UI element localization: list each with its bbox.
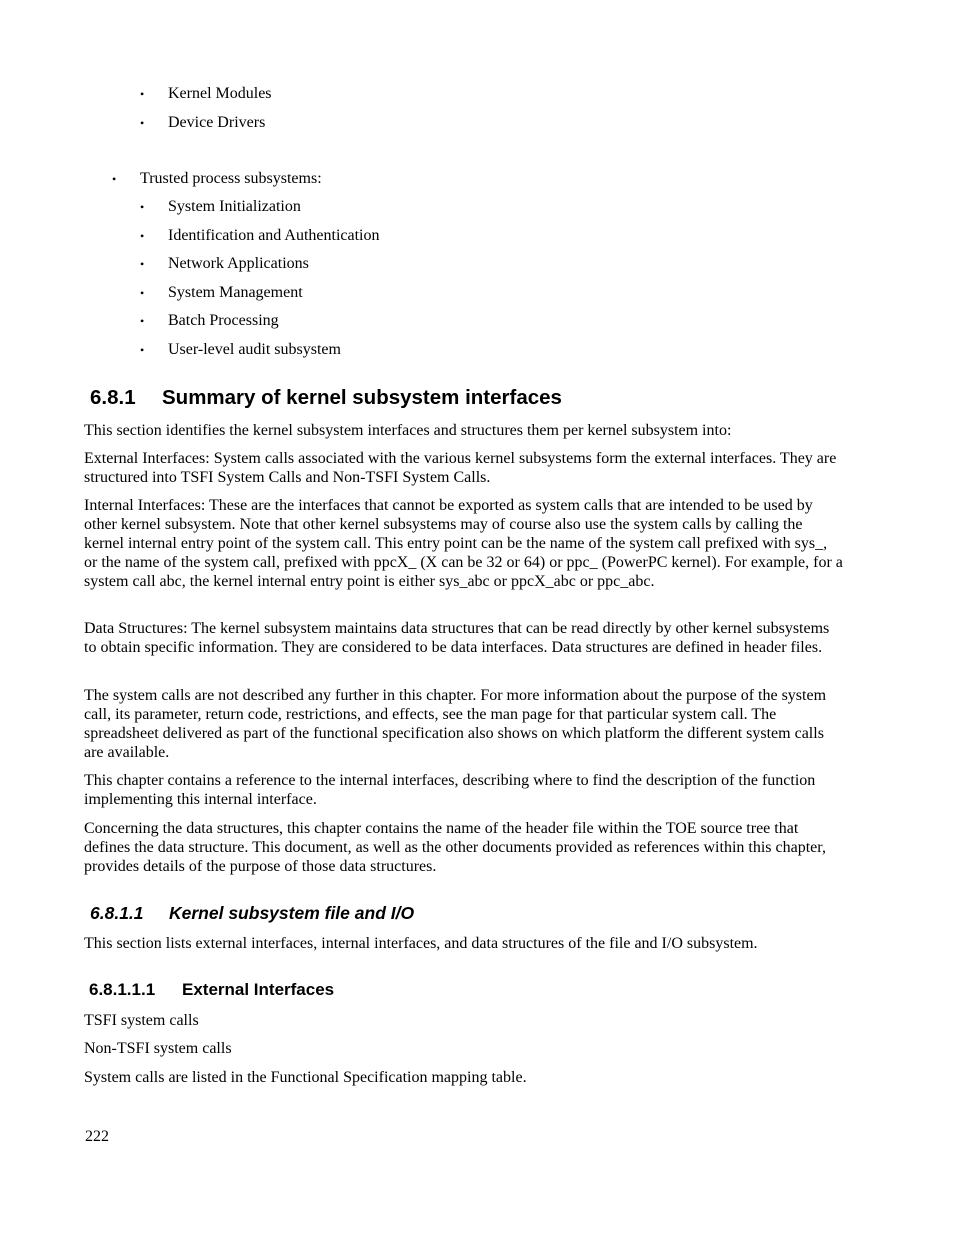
- bullet-icon: •: [140, 342, 145, 357]
- section-title: Summary of kernel subsystem interfaces: [162, 386, 562, 409]
- bullet-icon: •: [140, 314, 145, 328]
- list-item-label: System Management: [168, 283, 303, 301]
- subsubsection-heading: [89, 979, 334, 1001]
- list-item-label: Trusted process subsystems:: [140, 170, 322, 187]
- system-calls-paragraph: The system calls are not described any further in this chapter. For more information about the purpose of the system call, its parameter, return code, restrictions, and effects, see the man page for that particular system call. The spreadsheet delivered as part of the functional specification also shows on which platform the different system calls are available.: [84, 687, 827, 761]
- internal-reference-paragraph: This chapter contains a reference to the internal interfaces, describing where to find the description of the function implementing this internal interface.: [84, 772, 816, 808]
- bullet-icon: •: [140, 257, 145, 271]
- subsubsection-number: 6.8.1.1.1: [89, 980, 156, 999]
- subsection-number: 6.8.1.1: [90, 903, 144, 923]
- subsubsection-title: External Interfaces: [182, 980, 335, 999]
- list-item-label: Identification and Authentication: [168, 226, 380, 244]
- page-number: 222: [85, 1128, 109, 1145]
- list-item-label: User-level audit subsystem: [168, 340, 341, 358]
- bullet-icon: •: [140, 115, 145, 130]
- data-structures-reference-paragraph: Concerning the data structures, this chapter contains the name of the header file within the TOE source tree that defines the data structure. This document, as well as the other documents provided as references within this chapter, provides details of the purpose of those data structures.: [84, 820, 826, 875]
- list-item-label: Network Applications: [168, 255, 309, 272]
- tsfi-system-calls-line: TSFI system calls: [84, 1012, 199, 1029]
- subsection-title: Kernel subsystem file and I/O: [169, 903, 415, 923]
- section-heading: [90, 385, 562, 411]
- subsection-paragraph: This section lists external interfaces, internal interfaces, and data structures of the file and I/O subsystem.: [84, 935, 758, 952]
- non-tsfi-system-calls-line: Non-TSFI system calls: [84, 1040, 232, 1057]
- mapping-table-line: System calls are listed in the Functional Specification mapping table.: [84, 1069, 527, 1086]
- bullet-icon: •: [140, 200, 145, 214]
- list-item-label: Kernel Modules: [168, 85, 272, 102]
- data-structures-paragraph: Data Structures: The kernel subsystem maintains data structures that can be read directly by other kernel subsystems to obtain specific information. They are considered to be data interfaces. Data structures are defined in header files.: [84, 620, 830, 656]
- internal-interfaces-paragraph: Internal Interfaces: These are the interfaces that cannot be exported as system calls that are intended to be used by other kernel subsystem. Note that other kernel subsystems may of course also use the system calls by calling the kernel internal entry point of the system call. This entry point can be the name of the system call prefixed with sys_, or the name of the system call, prefixed with ppcX_ (X can be 32 or 64) or ppc_ (PowerPC kernel). For example, for a system call abc, the kernel internal entry point is either sys_abc or ppcX_abc or ppc_abc.: [84, 497, 843, 590]
- external-interfaces-paragraph: External Interfaces: System calls associated with the various kernel subsystems form the external interfaces. They are structured into TSFI System Calls and Non-TSFI System Calls.: [84, 450, 837, 486]
- list-item-label: Batch Processing: [168, 312, 279, 329]
- section-intro-paragraph: This section identifies the kernel subsystem interfaces and structures them per kernel subsystem into:: [84, 422, 732, 439]
- bullet-icon: •: [140, 285, 145, 300]
- list-item-label: Device Drivers: [168, 113, 266, 131]
- list-item-label: System Initialization: [168, 198, 301, 215]
- bullet-icon: •: [140, 87, 145, 101]
- section-number: 6.8.1: [90, 386, 136, 409]
- bullet-icon: •: [112, 172, 117, 186]
- subsection-heading: [90, 902, 414, 924]
- bullet-icon: •: [140, 228, 145, 243]
